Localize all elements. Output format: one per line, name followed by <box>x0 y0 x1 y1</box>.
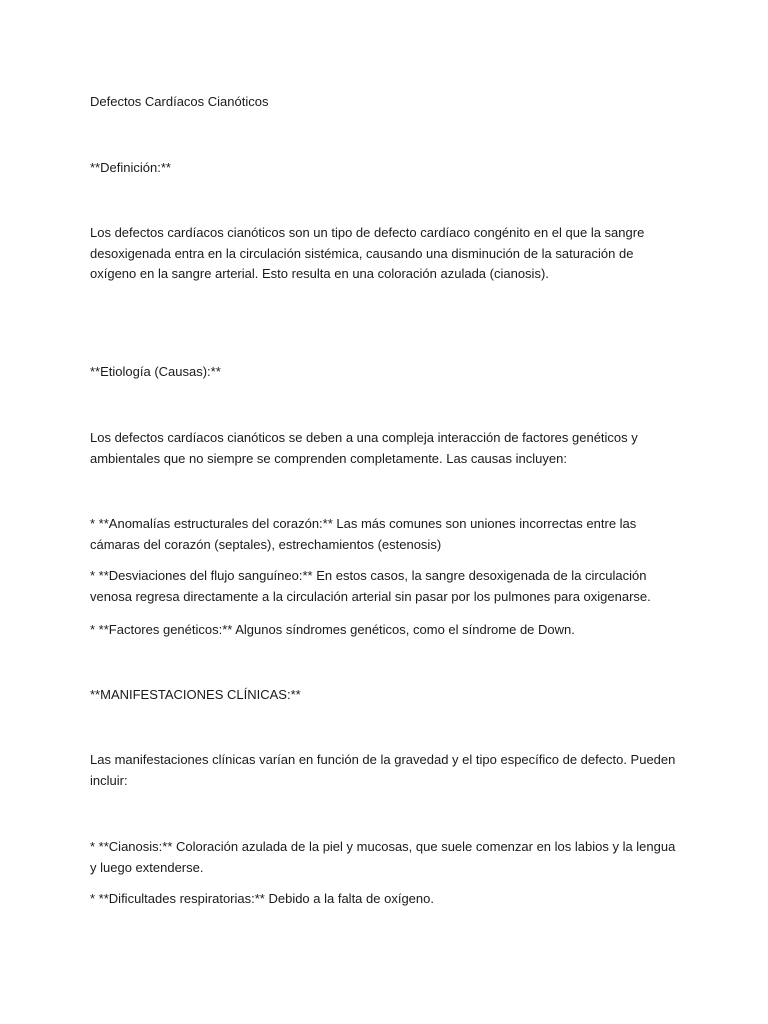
manifestation-item-cyanosis: * **Cianosis:** Coloración azulada de la piel y mucosas, que suele comenzar en los labios y la lengua y luego extenderse. <box>90 839 676 875</box>
document-title: Defectos Cardíacos Cianóticos <box>90 94 269 109</box>
manifestation-item-respiratory: * **Dificultades respiratorias:** Debido a la falta de oxígeno. <box>90 891 434 906</box>
manifestations-paragraph: Las manifestaciones clínicas varían en función de la gravedad y el tipo específico de defecto. Pueden incluir: <box>90 752 676 788</box>
cause-item-flow: * **Desviaciones del flujo sanguíneo:** En estos casos, la sangre desoxigenada de la circulación venosa regresa directamente a la circulación arterial sin pasar por los pulmones para oxigenarse. <box>90 568 651 604</box>
manifestations-heading: **MANIFESTACIONES CLÍNICAS:** <box>90 687 301 702</box>
definition-heading: **Definición:** <box>90 160 171 175</box>
definition-paragraph: Los defectos cardíacos cianóticos son un tipo de defecto cardíaco congénito en el que la sangre desoxigenada entra en la circulación sistémica, causando una disminución de la saturación de oxígeno en la sangre arterial. Esto resulta en una coloración azulada (cianosis). <box>90 225 645 281</box>
cause-item-genetic: * **Factores genéticos:** Algunos síndromes genéticos, como el síndrome de Down. <box>90 622 575 637</box>
etiology-heading: **Etiología (Causas):** <box>90 364 221 379</box>
cause-item-structural: * **Anomalías estructurales del corazón:** Las más comunes son uniones incorrectas entre las cámaras del corazón (septales), estrechamientos (estenosis) <box>90 516 637 552</box>
etiology-paragraph: Los defectos cardíacos cianóticos se deben a una compleja interacción de factores genéticos y ambientales que no siempre se comprenden completamente. Las causas incluyen: <box>90 430 638 466</box>
